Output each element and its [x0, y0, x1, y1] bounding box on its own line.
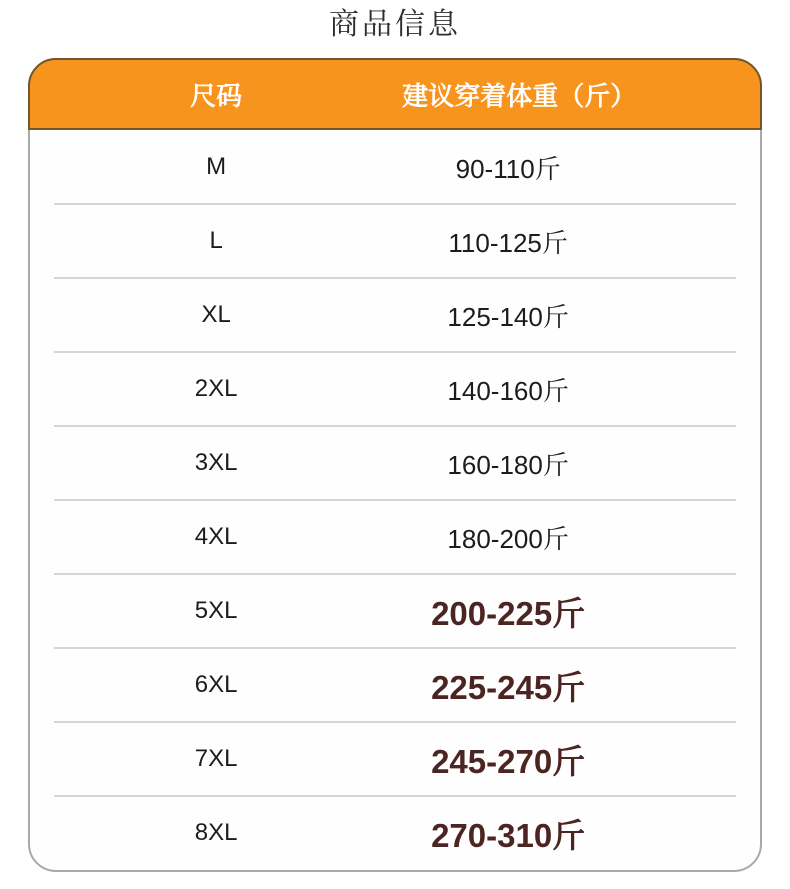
- weight-cell: 245-270斤: [431, 742, 586, 780]
- weight-cell: 200-225斤: [431, 594, 586, 632]
- size-cell: 4XL: [194, 523, 238, 550]
- table-row: [30, 648, 760, 722]
- weight-cell: 90-110斤: [455, 153, 561, 184]
- size-cell: 7XL: [194, 745, 238, 772]
- table-row: [30, 796, 760, 870]
- size-cell: 5XL: [194, 597, 238, 624]
- weight-cell: 225-245斤: [431, 668, 586, 706]
- table-row: [30, 426, 760, 500]
- table-row: [30, 204, 760, 278]
- size-chart-card: [28, 58, 762, 872]
- size-chart-body: [30, 130, 760, 870]
- size-cell: L: [209, 227, 223, 254]
- table-row: [30, 278, 760, 352]
- page-title: 商品信息: [329, 8, 461, 41]
- size-cell: 8XL: [194, 819, 238, 846]
- table-row: [30, 500, 760, 574]
- weight-cell: 160-180斤: [447, 449, 569, 480]
- weight-cell: 180-200斤: [447, 523, 569, 554]
- header-size-column: 尺码: [190, 80, 243, 111]
- weight-cell: 270-310斤: [431, 816, 586, 854]
- weight-cell: 110-125斤: [448, 227, 568, 258]
- size-cell: 2XL: [194, 375, 238, 402]
- table-row: [30, 574, 760, 648]
- table-row: [30, 352, 760, 426]
- table-row: [30, 722, 760, 796]
- weight-cell: 125-140斤: [447, 301, 569, 332]
- size-cell: 3XL: [194, 449, 238, 476]
- size-chart-header-row: [28, 58, 762, 130]
- weight-cell: 140-160斤: [447, 375, 569, 406]
- size-cell: M: [206, 153, 227, 180]
- size-cell: 6XL: [194, 671, 238, 698]
- table-row: [30, 130, 760, 204]
- header-weight-column: 建议穿着体重（斤）: [402, 80, 637, 111]
- size-cell: XL: [201, 301, 231, 328]
